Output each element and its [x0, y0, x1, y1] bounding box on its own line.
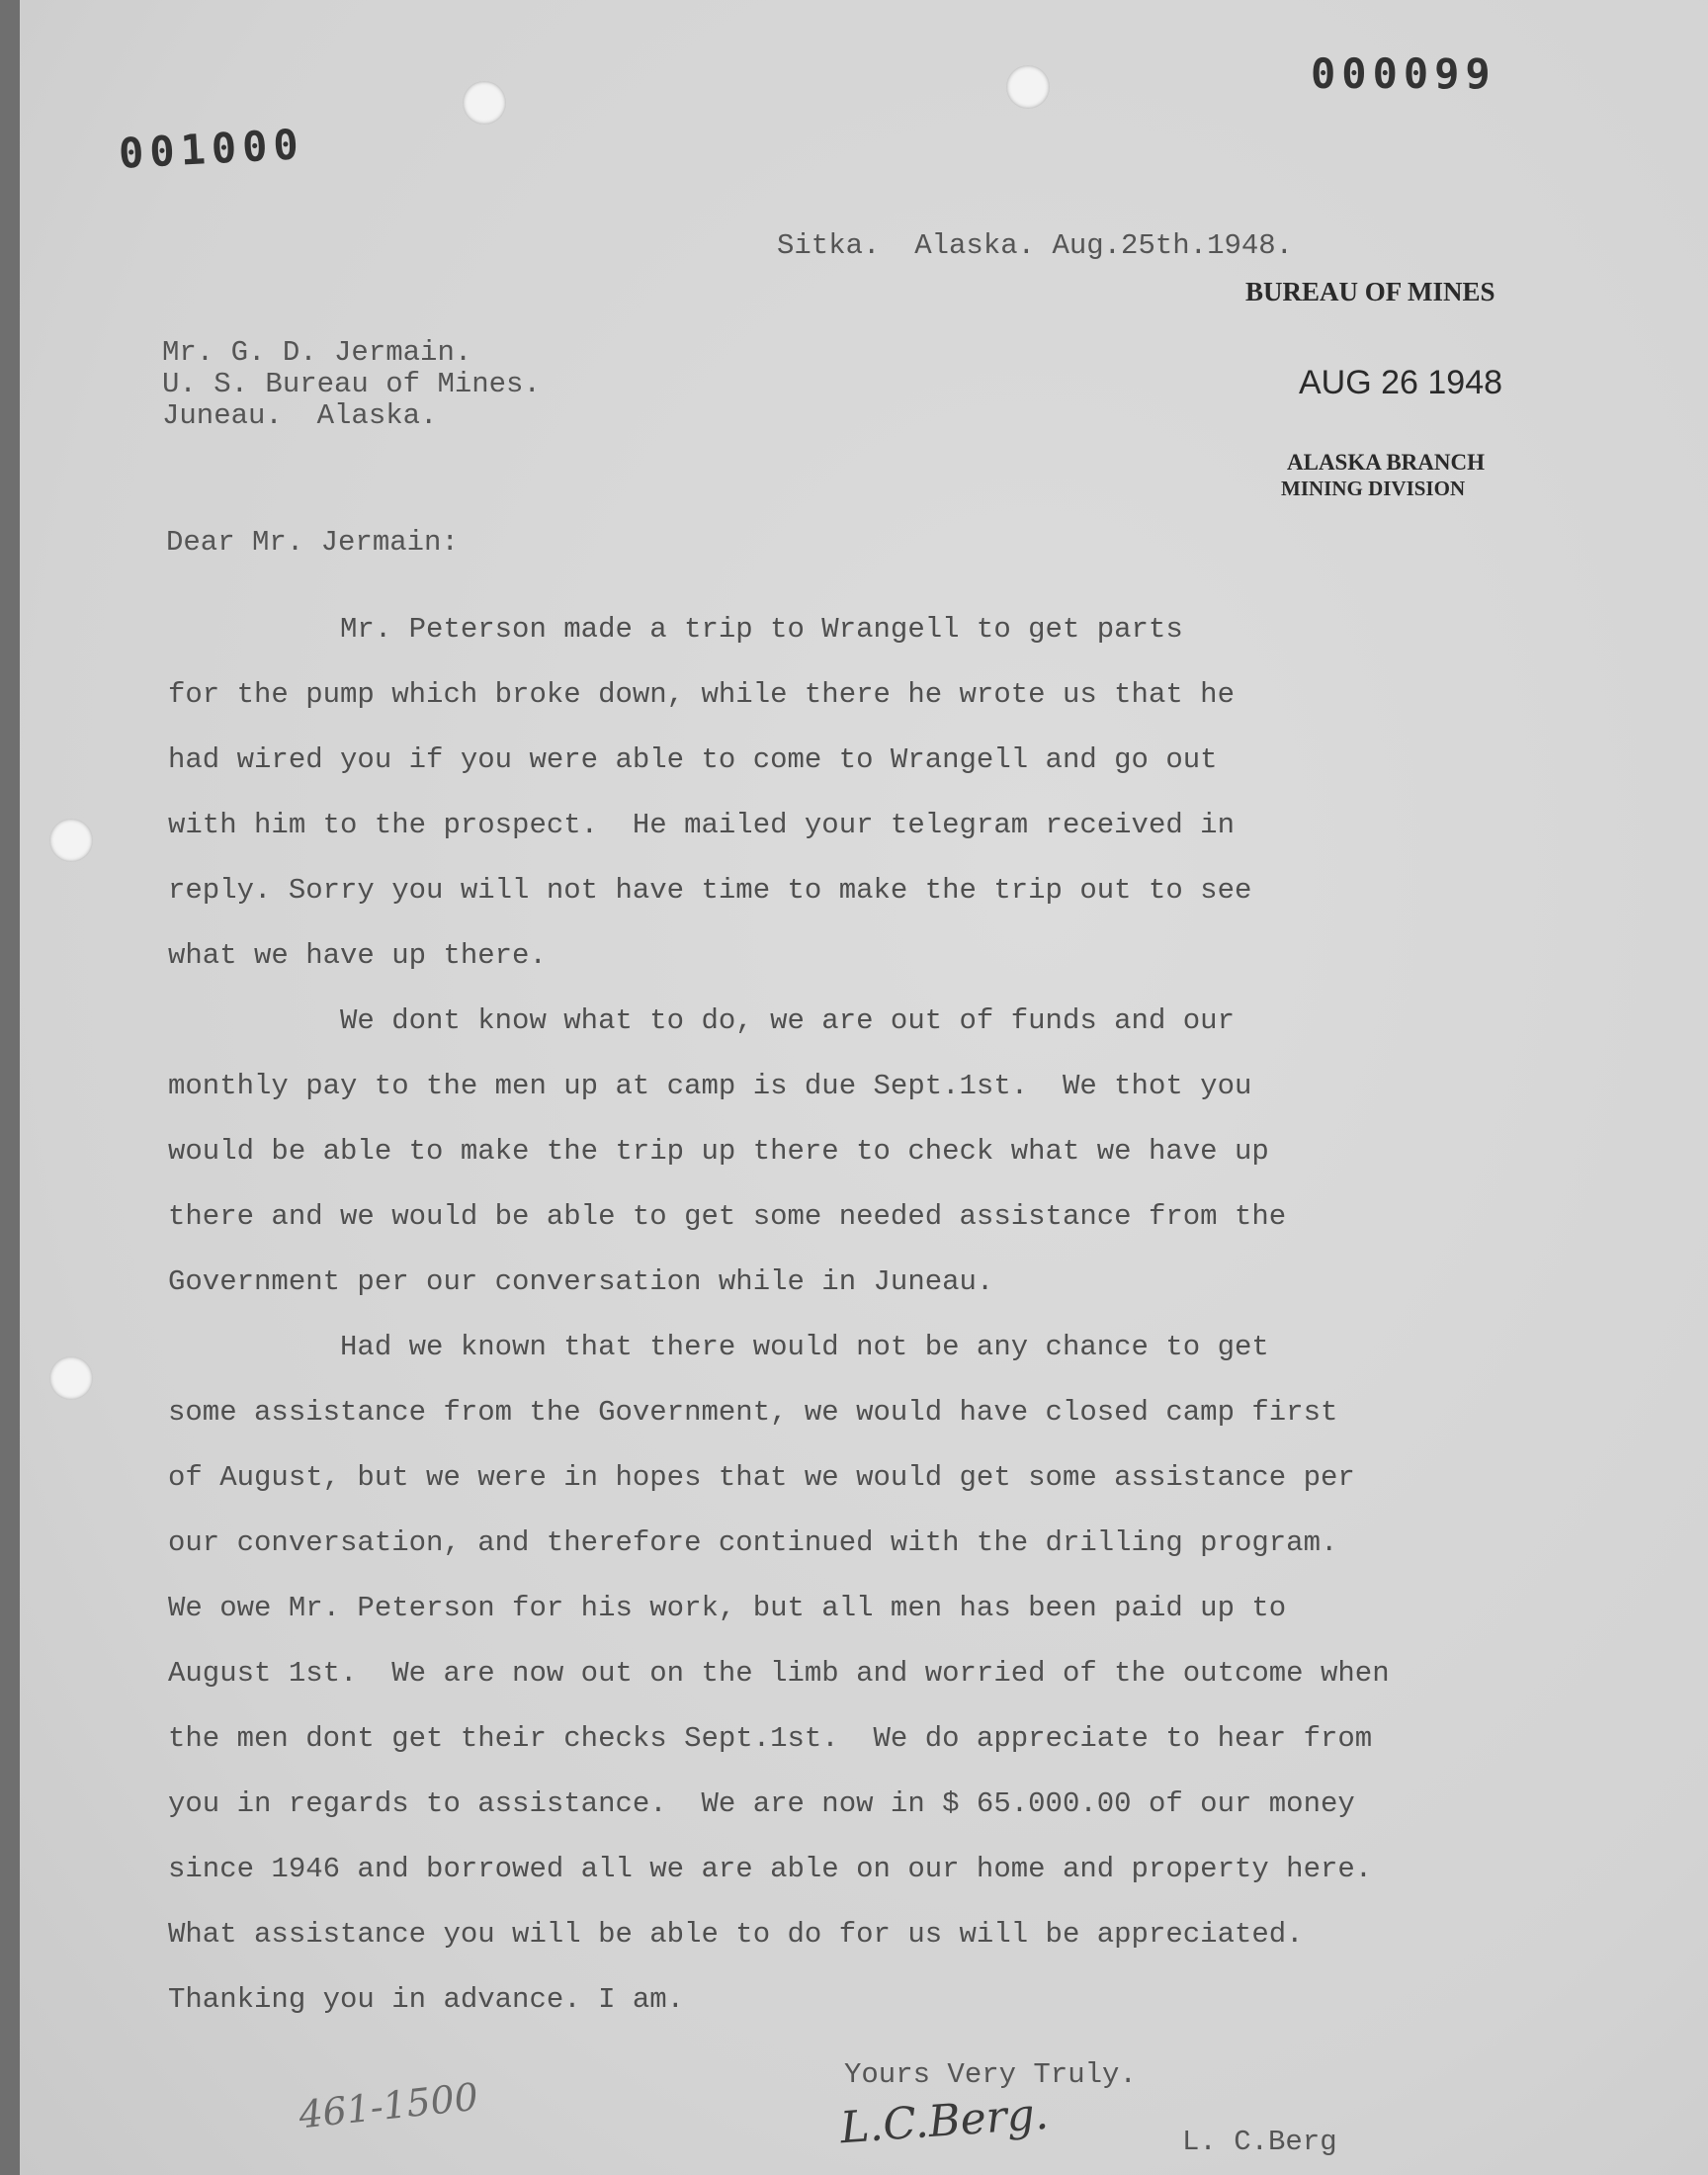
punch-hole [1006, 65, 1050, 109]
received-stamp-division: MINING DIVISION [1281, 477, 1466, 500]
body-line: of August, but we were in hopes that we would get some assistance per [168, 1461, 1355, 1494]
body-line: August 1st. We are now out on the limb and worried of the outcome when [168, 1657, 1390, 1690]
body-line: Had we known that there would not be any chance to get [168, 1331, 1269, 1363]
place-date: Sitka. Alaska. Aug.25th.1948. [777, 229, 1294, 262]
received-stamp-office: BUREAU OF MINES [1245, 277, 1495, 306]
body-line: Thanking you in advance. I am. [168, 1983, 685, 2016]
body-line: We dont know what to do, we are out of funds and our [168, 1004, 1235, 1037]
body-line: Government per our conversation while in Juneau. [168, 1265, 994, 1298]
received-stamp-branch: ALASKA BRANCH [1287, 450, 1486, 475]
body-line: what we have up there. [168, 939, 547, 972]
body-line: the men dont get their checks Sept.1st. We do appreciate to hear from [168, 1722, 1373, 1755]
body-line: there and we would be able to get some needed assistance from the [168, 1200, 1287, 1233]
body-line: Mr. Peterson made a trip to Wrangell to get parts [168, 613, 1183, 646]
body-line: for the pump which broke down, while there he wrote us that he [168, 678, 1235, 711]
body-line: some assistance from the Government, we would have closed camp first [168, 1396, 1338, 1429]
stamp-number-top-right: 000099 [1311, 49, 1496, 98]
body-line: monthly pay to the men up at camp is due Sept.1st. We thot you [168, 1070, 1252, 1102]
body-line: reply. Sorry you will not have time to make the trip out to see [168, 874, 1252, 907]
body-line: with him to the prospect. He mailed your telegram received in [168, 809, 1235, 841]
punch-hole [463, 81, 506, 125]
address-line-city: Juneau. Alaska. [162, 399, 438, 432]
address-line-name: Mr. G. D. Jermain. [162, 336, 472, 369]
body-line: had wired you if you were able to come to Wrangell and go out [168, 743, 1218, 776]
body-line: you in regards to assistance. We are now in $ 65.000.00 of our money [168, 1787, 1355, 1820]
body-line: our conversation, and therefore continued with the drilling program. [168, 1526, 1338, 1559]
salutation: Dear Mr. Jermain: [166, 526, 459, 559]
signer-typed-name: L. C.Berg [1182, 2126, 1337, 2158]
signature: L.C.Berg. [838, 2088, 1051, 2154]
body-line: since 1946 and borrowed all we are able on our home and property here. [168, 1853, 1373, 1885]
punch-hole [49, 819, 93, 862]
closing: Yours Very Truly. [844, 2058, 1137, 2091]
body-line: We owe Mr. Peterson for his work, but all men has been paid up to [168, 1592, 1287, 1624]
body-line: What assistance you will be able to do for us will be appreciated. [168, 1918, 1304, 1951]
received-stamp-date: AUG 26 1948 [1299, 364, 1503, 401]
letter-page [20, 0, 1708, 2175]
address-line-office: U. S. Bureau of Mines. [162, 368, 541, 400]
body-line: would be able to make the trip up there to check what we have up [168, 1135, 1269, 1168]
handwritten-file-number: 461-1500 [297, 2074, 480, 2137]
stamp-number-top-left: 001000 [117, 120, 305, 178]
punch-hole [49, 1356, 93, 1400]
